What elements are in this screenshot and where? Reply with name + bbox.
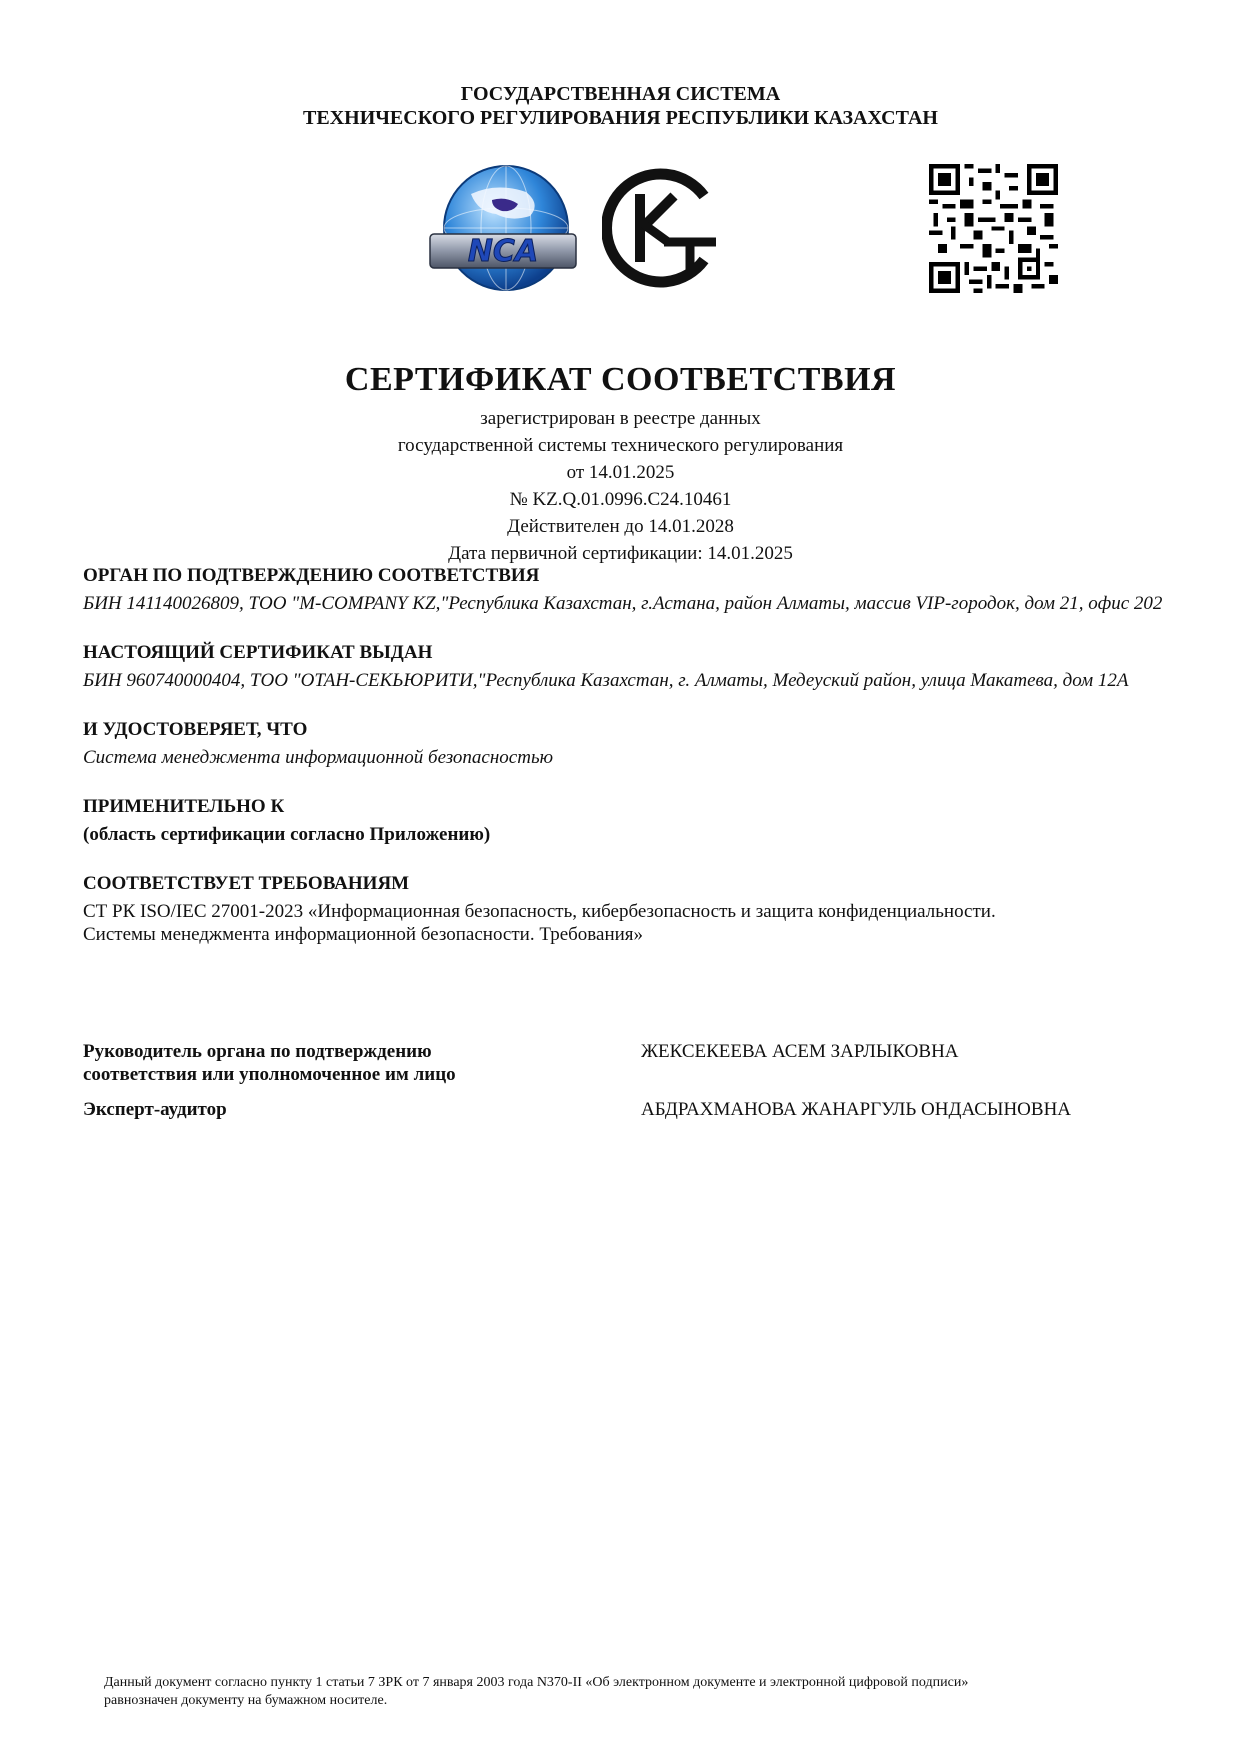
- header-line-1: ГОСУДАРСТВЕННАЯ СИСТЕМА: [460, 83, 781, 105]
- section-heading: ОРГАН ПО ПОДТВЕРЖДЕНИЮ СООТВЕТСТВИЯ: [83, 565, 540, 586]
- certificate-sections: [83, 564, 1163, 972]
- registration-block: [0, 405, 1241, 567]
- header-line-2: ТЕХНИЧЕСКОГО РЕГУЛИРОВАНИЯ РЕСПУБЛИКИ КАЗАХСТАН: [303, 107, 938, 129]
- section-applicable-to: [83, 795, 1163, 846]
- signature-label: [83, 1040, 603, 1086]
- section-certification-body: [83, 564, 1163, 615]
- signature-label-line: Руководитель органа по подтверждению: [83, 1041, 432, 1062]
- registration-line-1: зарегистрирован в реестре данных: [480, 408, 761, 429]
- section-text: (область сертификации согласно Приложению): [83, 824, 491, 845]
- section-certifies: [83, 718, 1163, 769]
- section-text: СТ РК ISO/IEC 27001-2023 «Информационная безопасность, кибербезопасность и защита конфиденциальности.: [83, 901, 996, 922]
- section-text: БИН 141140026809, ТОО "M-COMPANY KZ,"Республика Казахстан, г.Астана, район Алматы, массив VIP-городок, дом 21, офис 202: [83, 593, 1163, 614]
- section-heading: НАСТОЯЩИЙ СЕРТИФИКАТ ВЫДАН: [83, 642, 433, 663]
- signature-name: АБДРАХМАНОВА ЖАНАРГУЛЬ ОНДАСЫНОВНА: [641, 1099, 1072, 1120]
- section-text: Система менеджмента информационной безопасностью: [83, 747, 553, 768]
- first-certification-date: Дата первичной сертификации: 14.01.2025: [448, 543, 793, 564]
- section-text: БИН 960740000404, ТОО "ОТАН-СЕКЬЮРИТИ,"Республика Казахстан, г. Алматы, Медеуский район, улица Макатева, дом 12А: [83, 670, 1129, 691]
- nca-globe-logo-icon: [426, 164, 580, 294]
- registration-date: от 14.01.2025: [566, 462, 675, 483]
- nca-logo-text: NCA: [467, 234, 539, 269]
- registration-line-2: государственной системы технического регулирования: [397, 435, 844, 456]
- section-requirements: [83, 872, 1163, 946]
- section-text: Системы менеджмента информационной безопасности. Требования»: [83, 924, 644, 945]
- certificate-number: № KZ.Q.01.0996.С24.10461: [509, 489, 732, 510]
- footer-line-2: равнозначен документу на бумажном носителе.: [104, 1693, 388, 1708]
- qr-code-icon: [929, 164, 1058, 293]
- header: [0, 82, 1241, 130]
- section-issued-to: [83, 641, 1163, 692]
- signature-name: ЖЕКСЕКЕЕВА АСЕМ ЗАРЛЫКОВНА: [641, 1041, 959, 1062]
- section-heading: И УДОСТОВЕРЯЕТ, ЧТО: [83, 719, 308, 740]
- kt-conformity-mark-icon: [602, 166, 720, 290]
- signature-label: Эксперт-аудитор: [83, 1099, 227, 1120]
- certificate-title: СЕРТИФИКАТ СООТВЕТСТВИЯ: [344, 361, 897, 398]
- section-heading: ПРИМЕНИТЕЛЬНО К: [83, 796, 285, 817]
- section-heading: СООТВЕТСТВУЕТ ТРЕБОВАНИЯМ: [83, 873, 410, 894]
- footer-note: [104, 1674, 1164, 1710]
- footer-line-1: Данный документ согласно пункту 1 статьи 7 ЗРК от 7 января 2003 года N370-II «Об электронном документе и электронной цифровой подписи»: [104, 1675, 969, 1690]
- logos-row: [0, 164, 1241, 299]
- valid-until: Действителен до 14.01.2028: [507, 516, 734, 537]
- signature-label-line: соответствия или уполномоченное им лицо: [83, 1064, 456, 1085]
